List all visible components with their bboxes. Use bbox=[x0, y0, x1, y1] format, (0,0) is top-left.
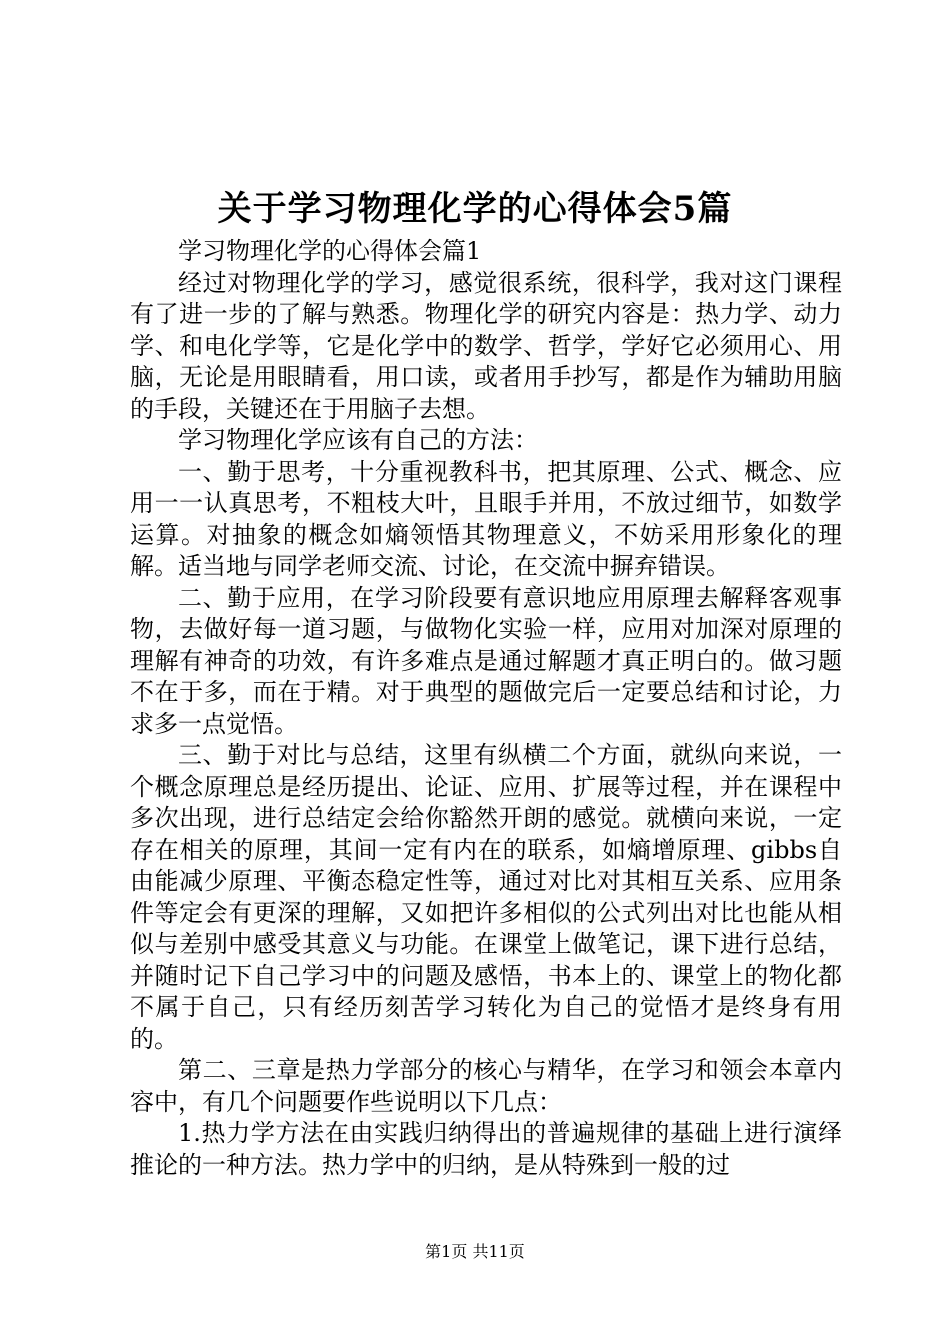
section-heading: 学习物理化学的心得体会篇1 bbox=[178, 237, 482, 265]
document-title: 关于学习物理化学的心得体会5篇 bbox=[217, 189, 733, 229]
paragraph: 二、勤于应用，在学习阶段要有意识地应用原理去解释客观事物，去做好每一道习题，与做物化实验一样，应用对加深对原理的理解有神奇的功效，有许多难点是通过解题才真正明白的。做习题不在于多，而在于精。对于典型的题做完后一定要总结和讨论，力求多一点觉悟。 bbox=[130, 583, 842, 738]
document-body bbox=[130, 236, 842, 1181]
paragraph: 经过对物理化学的学习，感觉很系统，很科学，我对这门课程有了进一步的了解与熟悉。物理化学的研究内容是：热力学、动力学、和电化学等，它是化学中的数学、哲学，学好它必须用心、用脑，无论是用眼睛看，用口读，或者用手抄写，都是作为辅助用脑的手段，关键还在于用脑子去想。 bbox=[130, 268, 842, 423]
paragraph: 学习物理化学应该有自己的方法： bbox=[178, 426, 538, 454]
paragraph: 一、勤于思考，十分重视教科书，把其原理、公式、概念、应用一一认真思考，不粗枝大叶，且眼手并用，不放过细节，如数学运算。对抽象的概念如熵领悟其物理意义，不妨采用形象化的理解。适当地与同学老师交流、讨论，在交流中摒弃错误。 bbox=[130, 457, 842, 580]
paragraph: 第二、三章是热力学部分的核心与精华，在学习和领会本章内容中，有几个问题要作些说明以下几点： bbox=[130, 1056, 842, 1116]
paragraph: 1.热力学方法在由实践归纳得出的普遍规律的基础上进行演绎推论的一种方法。热力学中的归纳，是从特殊到一般的过 bbox=[130, 1119, 842, 1179]
paragraph: 三、勤于对比与总结，这里有纵横二个方面，就纵向来说，一个概念原理总是经历提出、论证、应用、扩展等过程，并在课程中多次出现，进行总结定会给你豁然开朗的感觉。就横向来说，一定存在相关的原理，其间一定有内在的联系，如熵增原理、gibbs自由能减少原理、平衡态稳定性等，通过对比对其相互关系、应用条件等定会有更深的理解，又如把许多相似的公式列出对比也能从相似与差别中感受其意义与功能。在课堂上做笔记，课下进行总结，并随时记下自己学习中的问题及感悟，书本上的、课堂上的物化都不属于自己，只有经历刻苦学习转化为自己的觉悟才是终身有用的。 bbox=[130, 741, 842, 1053]
page-footer: 第1页 共11页 bbox=[425, 1242, 525, 1261]
